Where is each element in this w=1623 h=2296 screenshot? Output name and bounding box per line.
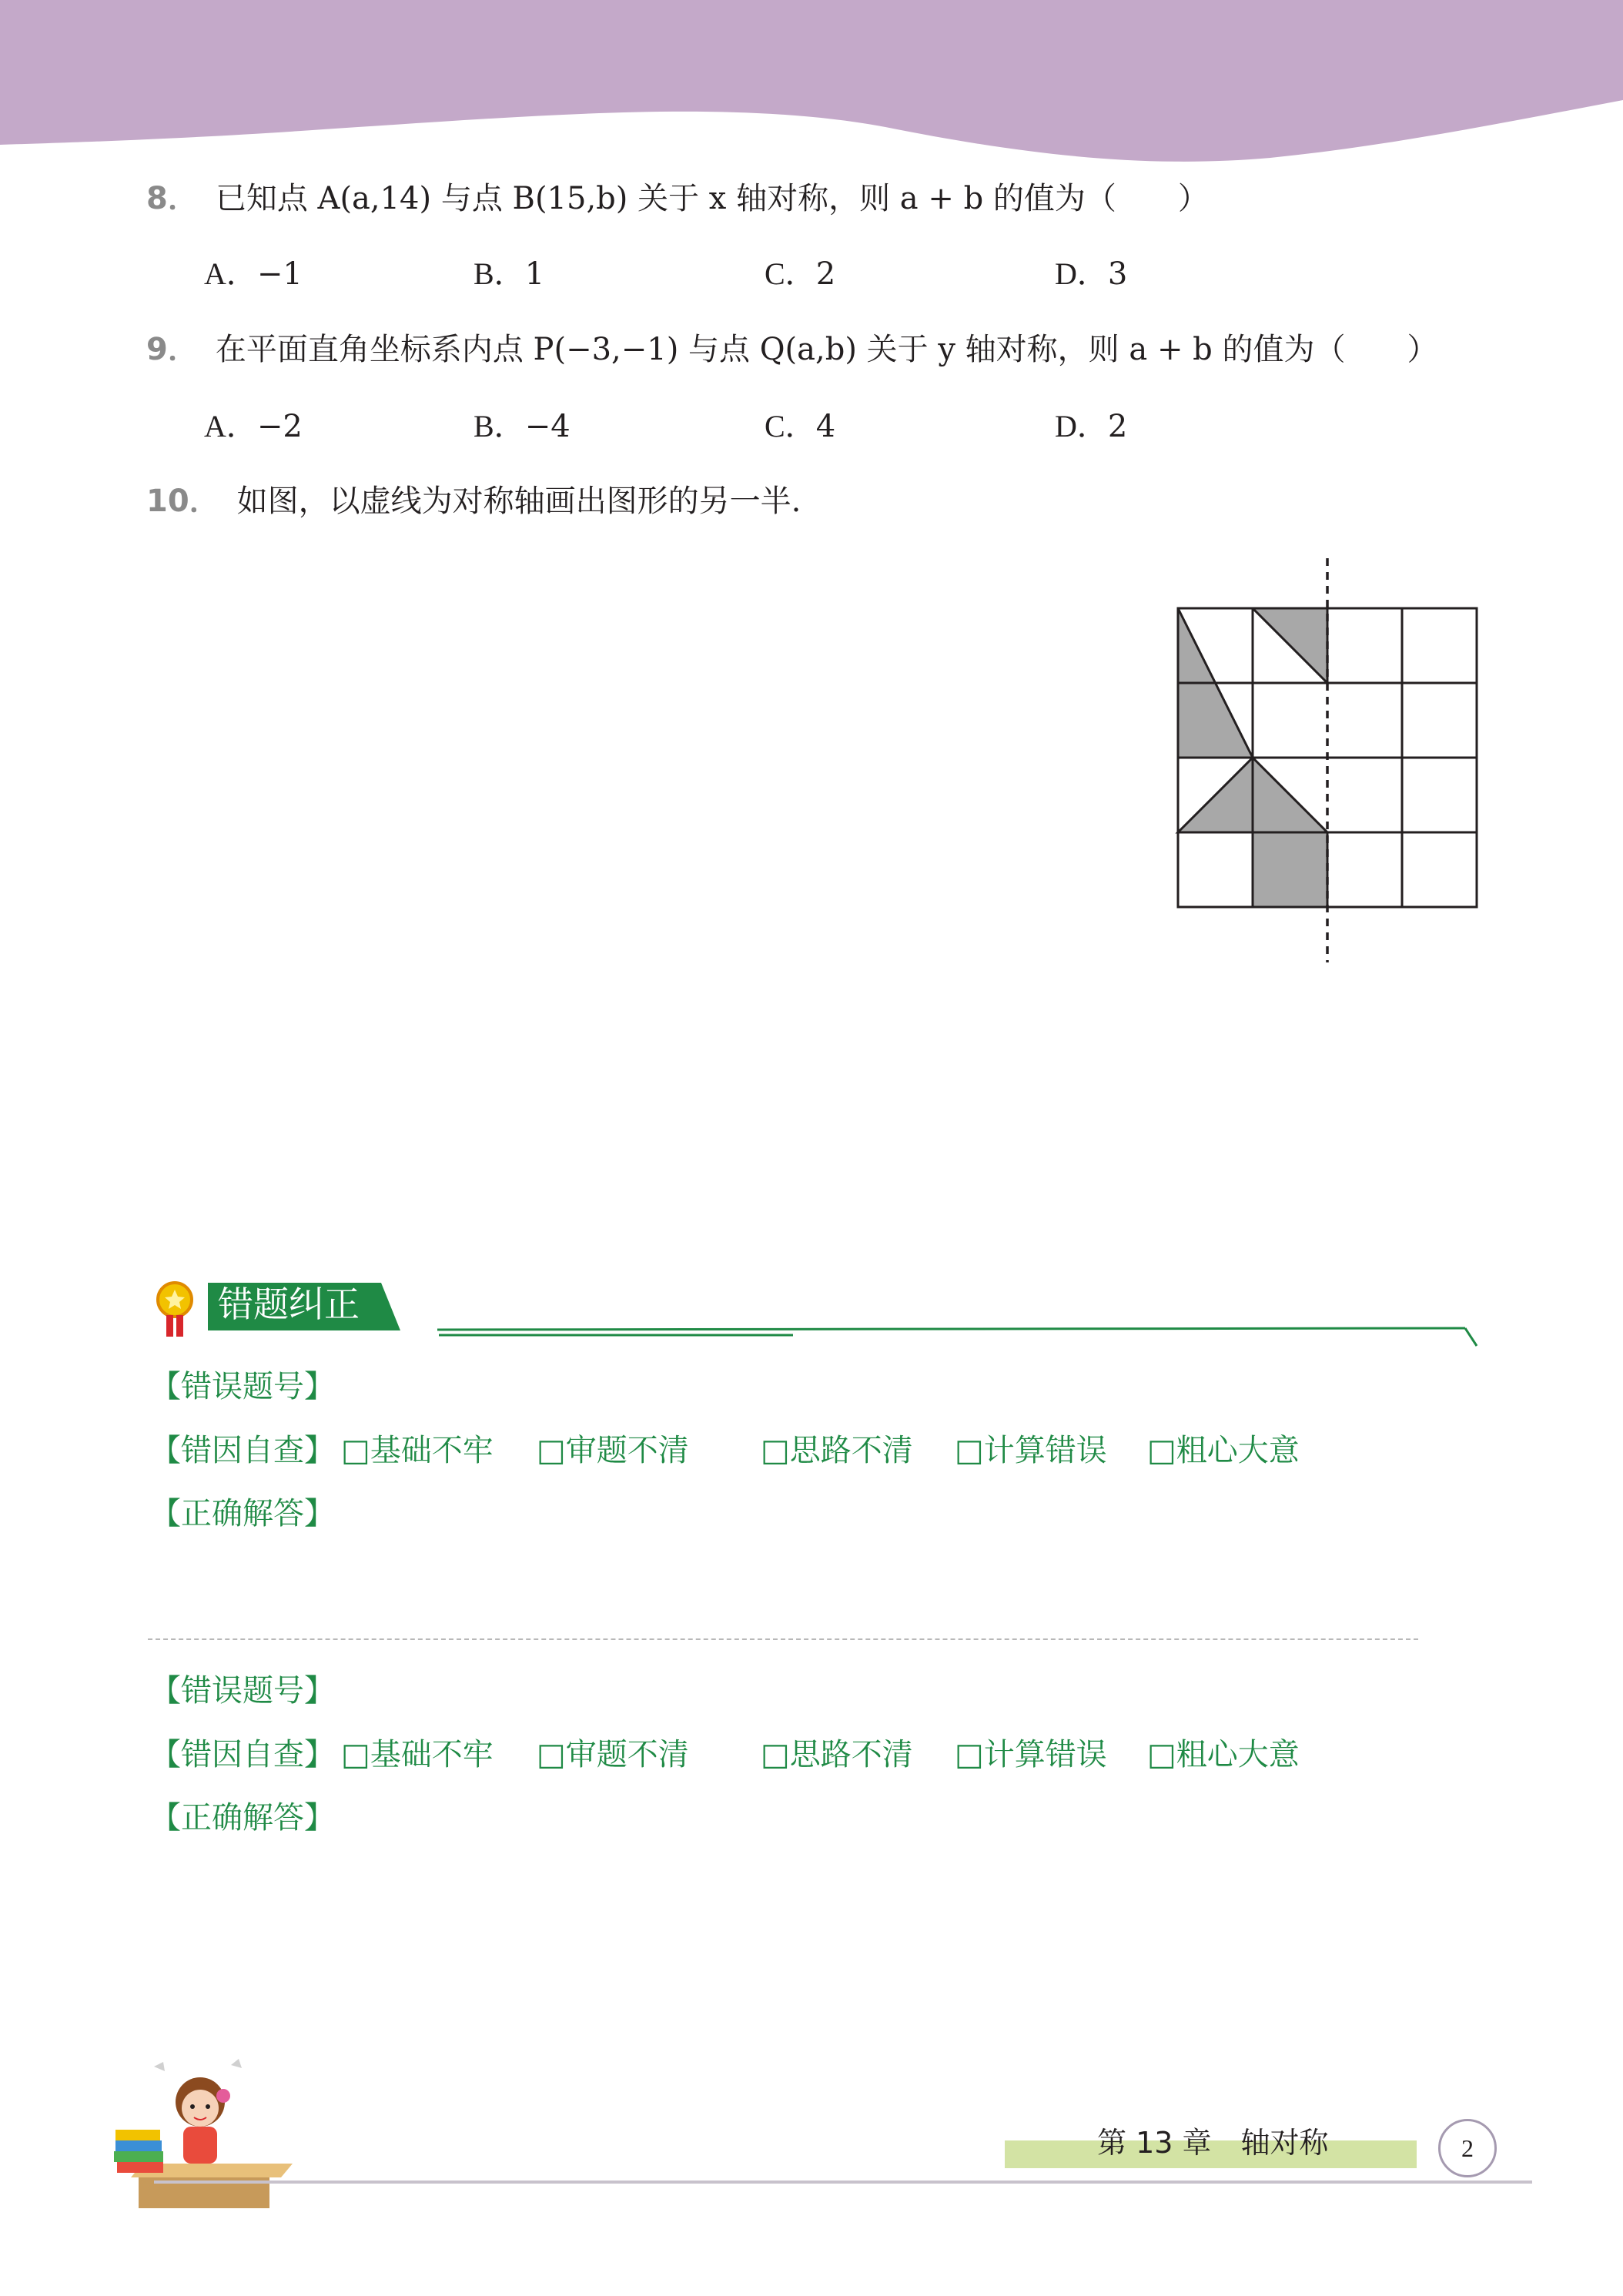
check-careless[interactable]: □粗心大意 [1147, 1433, 1300, 1468]
question-9 [146, 330, 1438, 370]
cause-label: 【错因自查】 [150, 1433, 335, 1468]
block-separator [148, 1638, 1418, 1640]
check-thinking[interactable]: □思路不清 [761, 1433, 913, 1468]
wrong-number-label: 【错误题号】 [150, 1673, 335, 1709]
shaded-triangle-top [1253, 608, 1327, 683]
check-basics[interactable]: □基础不牢 [341, 1737, 494, 1772]
cause-label: 【错因自查】 [150, 1737, 335, 1772]
question-10 [146, 481, 801, 521]
footer-rule [154, 2181, 1532, 2184]
check-careless[interactable]: □粗心大意 [1147, 1737, 1300, 1772]
option-c[interactable]: C．2 [765, 256, 836, 292]
question-number: 8． [146, 181, 199, 216]
girl-studying-illustration [108, 2048, 323, 2214]
question-text: 在平面直角坐标系内点 P(−3,−1) 与点 Q(a,b) 关于 y 轴对称，则 a + b 的值为（ ） [215, 332, 1438, 367]
header-wave-banner [0, 0, 1623, 169]
correct-answer-label: 【正确解答】 [150, 1800, 335, 1836]
wrong-number-label: 【错误题号】 [150, 1369, 335, 1404]
option-b[interactable]: B．1 [474, 256, 545, 292]
banner-rule [437, 1321, 1484, 1352]
question-text: 如图，以虚线为对称轴画出图形的另一半. [236, 484, 801, 519]
option-a[interactable]: A．−1 [204, 256, 303, 292]
grid-symmetry-figure [1163, 551, 1486, 966]
correct-answer-label: 【正确解答】 [150, 1496, 335, 1531]
error-correction-title: 错题纠正 [218, 1284, 360, 1325]
check-thinking[interactable]: □思路不清 [761, 1737, 913, 1772]
question-8 [146, 179, 1209, 219]
option-c[interactable]: C．4 [765, 409, 836, 444]
question-number: 10． [146, 484, 220, 519]
option-b[interactable]: B．−4 [474, 409, 571, 444]
option-d[interactable]: D．2 [1055, 409, 1128, 444]
check-calculation[interactable]: □计算错误 [955, 1433, 1107, 1468]
check-reading[interactable]: □审题不清 [537, 1433, 689, 1468]
shaded-bottom-square [1253, 832, 1327, 907]
check-reading[interactable]: □审题不清 [537, 1737, 689, 1772]
check-calculation[interactable]: □计算错误 [955, 1737, 1107, 1772]
page-number: 2 [1438, 2119, 1497, 2177]
option-d[interactable]: D．3 [1055, 256, 1128, 292]
option-a[interactable]: A．−2 [204, 409, 303, 444]
question-text: 已知点 A(a,14) 与点 B(15,b) 关于 x 轴对称，则 a + b 的值为（ ） [215, 181, 1209, 216]
footer-chapter-title: 第 13 章 轴对称 [1097, 2126, 1329, 2160]
question-number: 9． [146, 332, 199, 367]
check-basics[interactable]: □基础不牢 [341, 1433, 494, 1468]
